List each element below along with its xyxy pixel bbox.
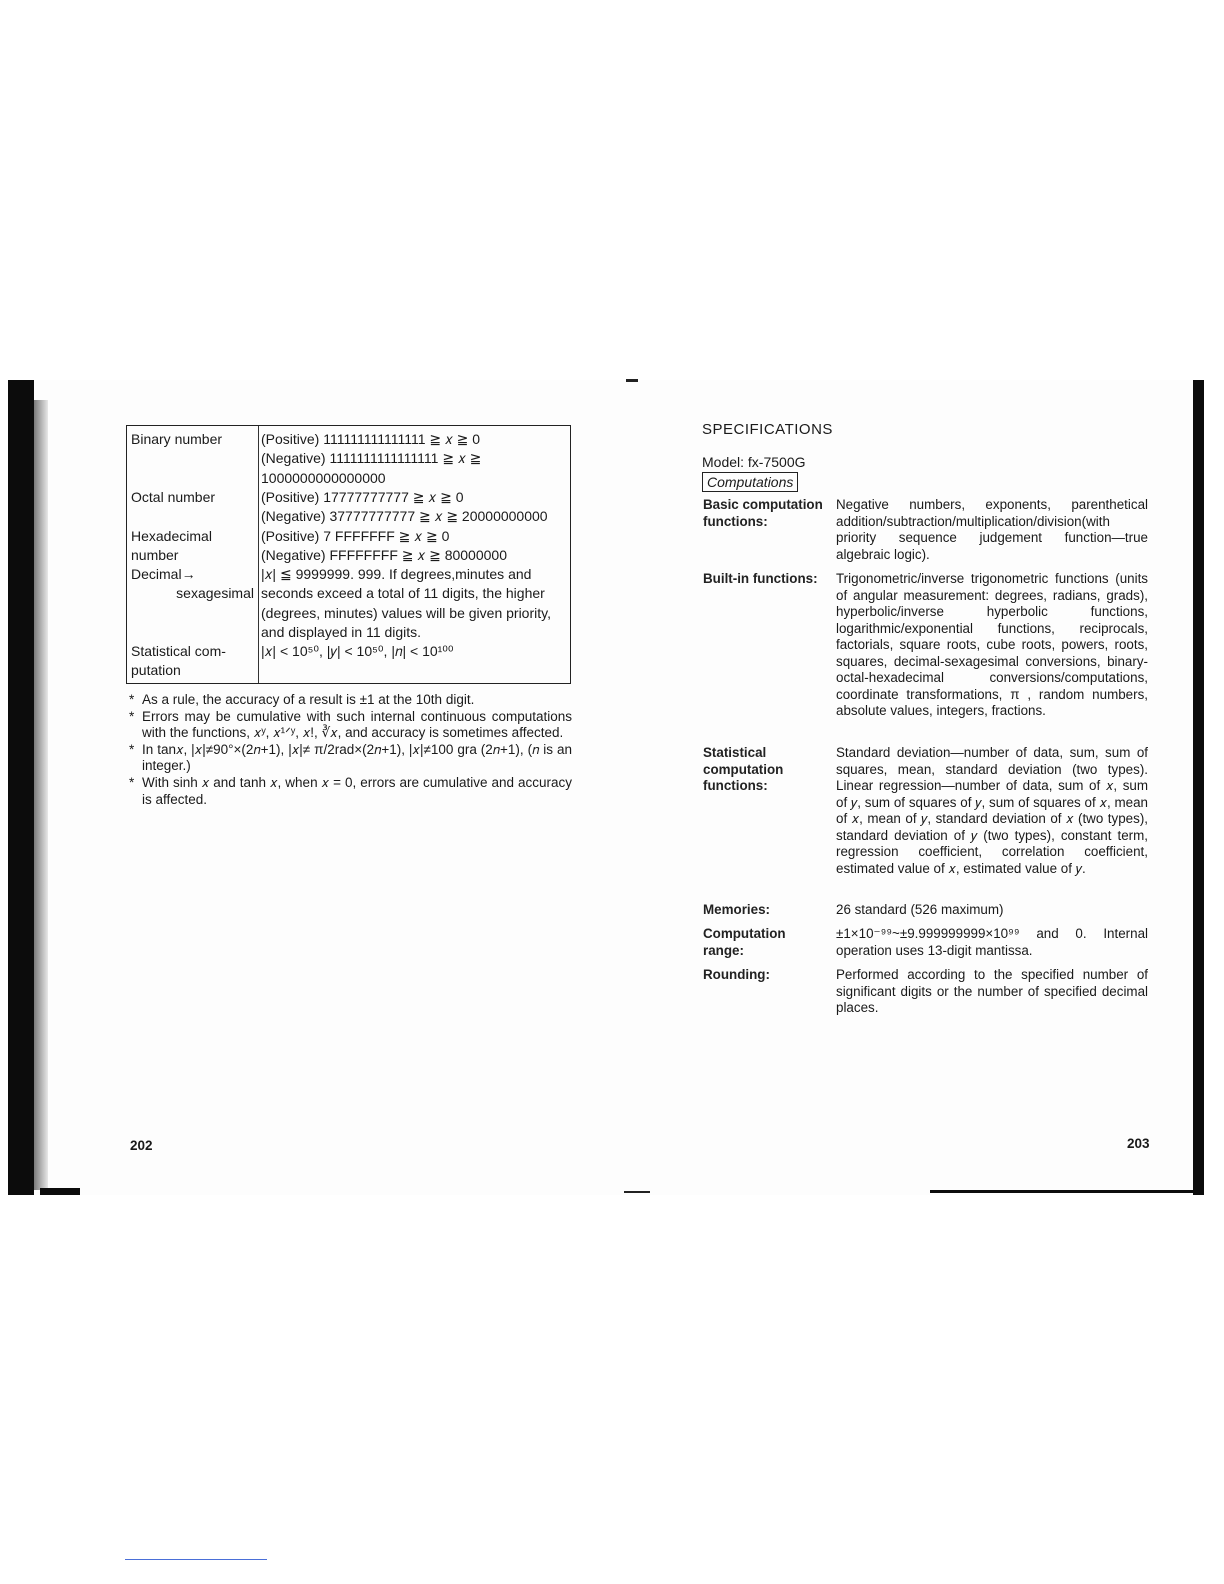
value-line: (degrees, minutes) values will be given priority, [261,604,551,621]
value-line: (Positive) 7 FFFFFFF ≧ 𝑥 ≧ 0 [261,528,450,544]
row-label: Octal number [131,489,216,505]
spec-key: Memories: [703,902,770,917]
note-text: Errors may be cumulative with such internal continuous computations with the functions, 𝑥ʸ, 𝑥¹ᐟʸ, 𝑥!, ∛𝑥, and accuracy is sometimes affected. [142,708,572,741]
page-number-left: 202 [130,1138,153,1153]
range-table [126,425,571,684]
scan-edge-bottom-left [40,1188,80,1195]
page-title: SPECIFICATIONS [702,421,833,438]
note-item: * With sinh 𝑥 and tanh 𝑥, when 𝑥 = 0, errors are cumulative and accuracy is affected. [129,774,572,807]
value-line: (Positive) 17777777777 ≧ 𝑥 ≧ 0 [261,489,464,505]
note-text: As a rule, the accuracy of a result is ±1 at the 10th digit. [142,692,475,707]
spec-value: Negative numbers, exponents, parenthetical addition/subtraction/multiplication/division(with priority sequence judgement function—true algebraic logic). [836,497,1148,562]
section-heading: Computations [702,472,798,492]
accuracy-notes [129,692,572,808]
gutter-mark-bottom [624,1191,650,1193]
scan-edge-left-shadow [34,400,48,1190]
spec-key: Statistical computation functions: [703,745,784,793]
spec-value: 26 standard (526 maximum) [836,902,1004,917]
spec-value: Performed according to the specified number of significant digits or the number of specified decimal places. [836,967,1148,1015]
note-text: In tan𝑥, |𝑥|≠90°×(2𝑛+1), |𝑥|≠ π/2rad×(2𝑛+1), |𝑥|≠100 gra (2𝑛+1), (𝑛 is an integer.) [142,741,572,774]
note-item: * In tan𝑥, |𝑥|≠90°×(2𝑛+1), |𝑥|≠ π/2rad×(2𝑛+1), |𝑥|≠100 gra (2𝑛+1), (𝑛 is an integer.) [129,741,572,774]
table-divider [258,426,259,683]
note-item: * Errors may be cumulative with such internal continuous computations with the functions, 𝑥ʸ, 𝑥¹ᐟʸ, 𝑥!, ∛𝑥, and accuracy is sometimes affected. [129,708,572,741]
row-value [261,488,567,527]
page-number-right: 203 [1127,1136,1150,1151]
row-label-line: Decimal→ [131,566,196,582]
row-label [131,527,212,566]
value-line: seconds exceed a total of 11 digits, the higher [261,585,545,602]
row-label-line: number [131,547,179,564]
spec-value: Standard deviation—number of data, sum, sum of squares, mean, standard deviation (two types). Linear regression—number of data, sum of 𝑥, sum of 𝑦, sum of squares of 𝑦, sum of squares of 𝑥, mean of 𝑥, mean of 𝑦, standard deviation of 𝑥 (two types), standard deviation of 𝑦 (two types), constant term, regression coefficient, correlation coefficient, estimated value of 𝑥, estimated value of 𝑦. [836,745,1148,876]
spec-key: Built-in functions: [703,571,818,586]
value-line: 1000000000000000 [261,469,386,486]
row-label-line: putation [131,662,181,679]
spec-key: Rounding: [703,967,770,982]
scan-edge-left [8,380,34,1195]
value-line: (Positive) 111111111111111 ≧ 𝑥 ≧ 0 [261,431,481,447]
value-line: |𝑥| ≦ 9999999. 999. If degrees,minutes and [261,566,532,582]
spec-key: Basic computation functions: [703,497,823,529]
value-line: and displayed in 11 digits. [261,623,422,640]
row-label-line: Hexadecimal [131,528,212,544]
row-label: Binary number [131,431,223,447]
note-item: * As a rule, the accuracy of a result is ±1 at the 10th digit. [129,692,475,707]
row-value [261,430,567,488]
scan-edge-bottom [930,1190,1200,1193]
value-line: (Negative) 1111111111111111 ≧ 𝑥 ≧ [261,450,482,467]
row-value [261,527,567,566]
row-value [261,642,567,661]
spec-value: ±1×10⁻⁹⁹~±9.999999999×10⁹⁹ and 0. Internal operation uses 13-digit mantissa. [836,926,1148,958]
scan-edge-right [1193,380,1204,1195]
note-text: With sinh 𝑥 and tanh 𝑥, when 𝑥 = 0, errors are cumulative and accuracy is affected. [142,774,572,807]
row-label [131,642,226,681]
footer-link-underline [125,1559,267,1560]
spec-key: Computation range: [703,926,786,958]
value-line: (Negative) FFFFFFFF ≧ 𝑥 ≧ 80000000 [261,547,507,564]
row-label [131,565,254,604]
gutter-mark-top [626,379,638,382]
spec-value: Trigonometric/inverse trigonometric functions (units of angular measurement: degrees, radians, grads), hyperbolic/inverse hyperbolic functions, logarithmic/exponential functions, reciprocals, factorials, square roots, cube roots, powers, roots, squares, decimal-sexagesimal conversions, binary-octal-hexadecimal conversions/computations, coordinate transformations, π , random numbers, absolute values, integers, fractions. [836,571,1148,718]
row-value [261,565,567,642]
model-label: Model: fx-7500G [702,454,806,470]
row-label-line: sexagesimal [176,585,254,602]
row-label-line: Statistical com- [131,643,226,659]
value-line: |𝑥| < 10⁵⁰, |𝑦| < 10⁵⁰, |𝑛| < 10¹⁰⁰ [261,643,454,659]
value-line: (Negative) 37777777777 ≧ 𝑥 ≧ 20000000000 [261,508,548,525]
